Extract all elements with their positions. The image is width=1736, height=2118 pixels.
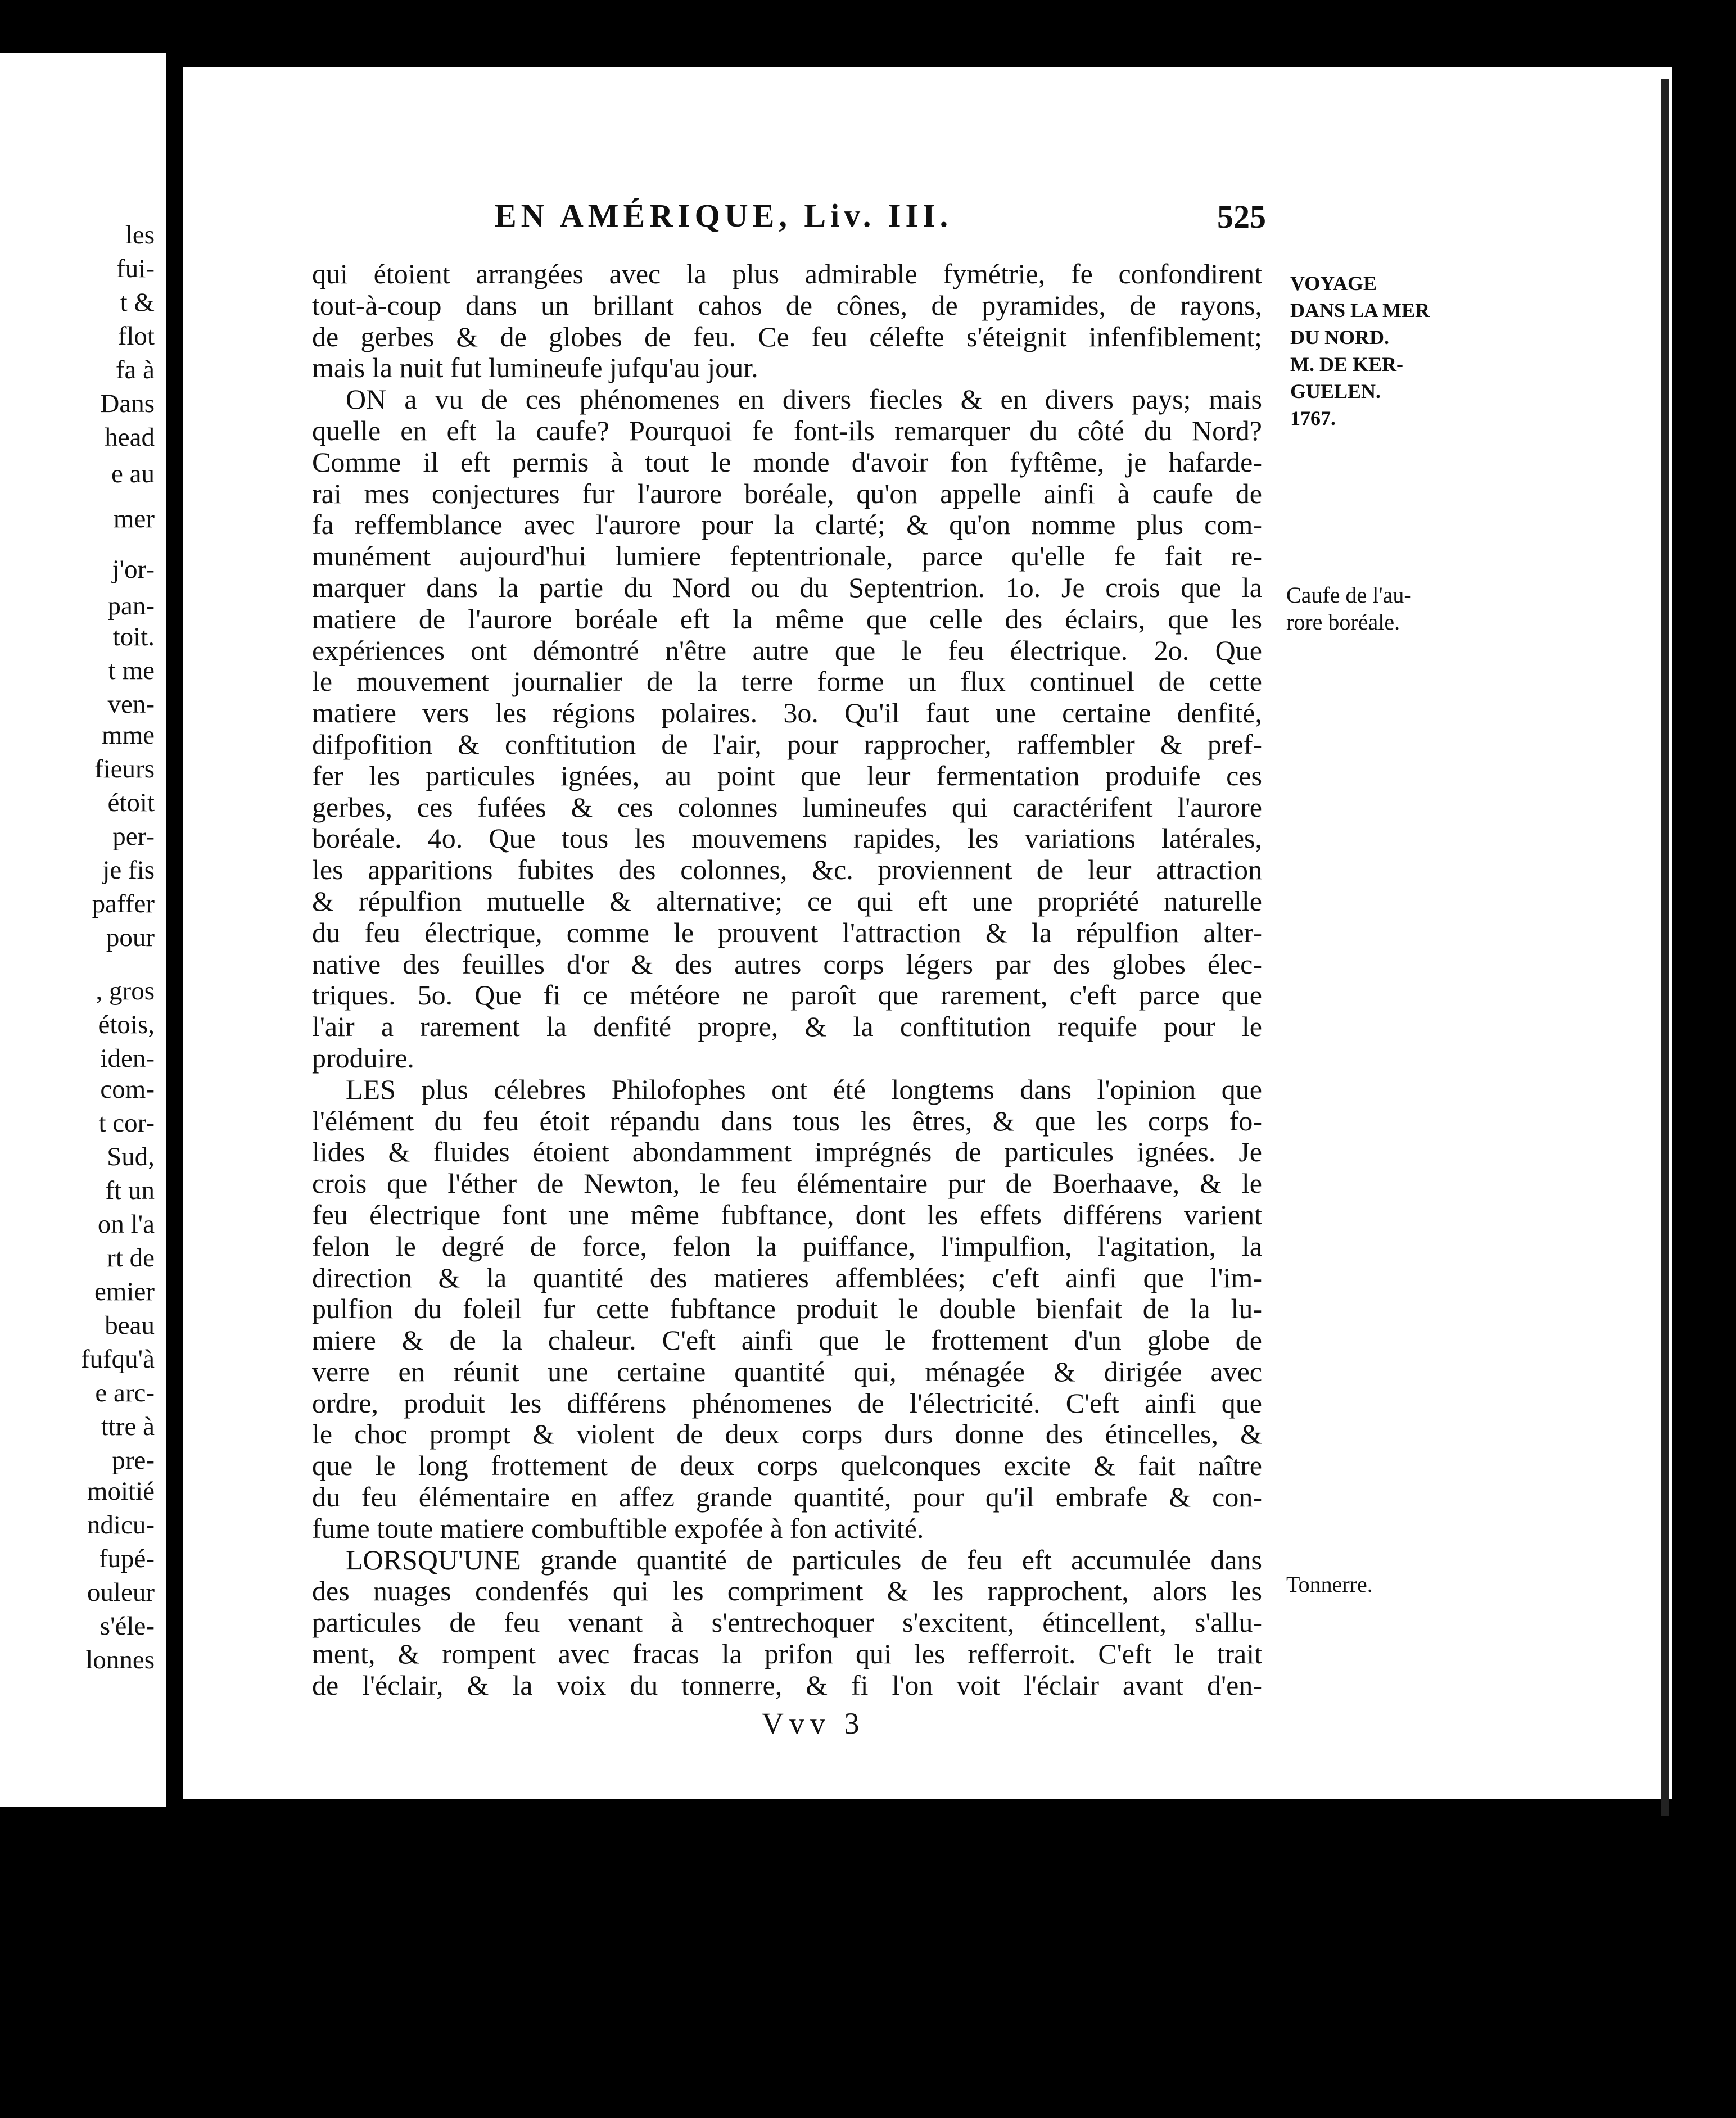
left-page-fragment: Sud, [107, 1142, 155, 1171]
text-line: rai mes conjectures fur l'aurore boréale, qu'on appelle ainfi à caufe de [312, 477, 1262, 509]
page-number: 525 [1217, 198, 1266, 235]
text-line: pulfion du foleil fur cette fubftance produit le double bienfait de la lu- [312, 1293, 1262, 1325]
margin-note-cause [1286, 582, 1412, 636]
left-page-fragment: mme [102, 721, 155, 750]
text-line: fa reffemblance avec l'aurore pour la clarté; & qu'on nomme plus com- [312, 509, 1262, 541]
left-page-fragment: on l'a [97, 1210, 155, 1239]
left-page-fragment: ndicu- [87, 1510, 155, 1540]
left-page-fragment: fui- [116, 254, 155, 283]
text-line: que le long frottement de deux corps quelconques excite & fait naître [312, 1450, 1262, 1482]
text-line: l'air a rarement la denfité propre, & la conftitution requife pour le [312, 1011, 1262, 1043]
text-line: Comme il eft permis à tout le monde d'avoir fon fyftême, je hafarde- [312, 446, 1262, 478]
signature-mark: Vvv 3 [762, 1707, 865, 1740]
left-page-fragment: t me [108, 656, 155, 685]
text-line: fer les particules ignées, au point que leur fermentation produife ces [312, 759, 1262, 791]
left-page-fragment: per- [112, 822, 155, 851]
left-page-fragment: Dans [100, 389, 155, 418]
margin-note-line: DANS LA MER [1290, 299, 1430, 322]
left-page-fragment: e au [111, 459, 155, 488]
text-line: de l'éclair, & la voix du tonnerre, & fi l'on voit l'éclair avant d'en- [312, 1669, 1262, 1701]
left-page-fragment: étoit [107, 788, 155, 817]
text-line: ment, & rompent avec fracas la prifon qui les refferroit. C'eft le trait [312, 1638, 1262, 1670]
left-page-fragment: fieurs [94, 754, 155, 784]
left-page-fragment: ouleur [87, 1578, 155, 1607]
left-page-fragment: com- [100, 1075, 155, 1104]
left-page-fragment: ven- [107, 690, 155, 719]
text-line: felon le degré de force, felon la puiffance, l'impulfion, l'agitation, la [312, 1230, 1262, 1262]
left-page-fragment: lonnes [85, 1645, 155, 1675]
left-page-fragment: pour [106, 923, 155, 952]
text-line: lides & fluides étoient abondamment imprégnés de particules ignées. Je [312, 1136, 1262, 1168]
margin-note-tonnerre: Tonnerre. [1286, 1572, 1373, 1597]
text-line: matiere de l'aurore boréale eft la même que celle des éclairs, que les [312, 603, 1262, 635]
margin-note-line: rore boréale. [1286, 609, 1400, 635]
left-facing-page [0, 53, 166, 1807]
text-line: munément aujourd'hui lumiere feptentrionale, parce qu'elle fe fait re- [312, 540, 1262, 572]
text-line: native des feuilles d'or & des autres corps légers par des globes élec- [312, 948, 1262, 980]
left-page-fragment: t & [120, 288, 155, 317]
left-page-fragment: fufqu'à [80, 1345, 155, 1374]
text-line: l'élément du feu étoit répandu dans tous les êtres, & que les corps fo- [312, 1105, 1262, 1137]
margin-note-voyage [1290, 270, 1430, 432]
left-page-fragment: ttre à [101, 1412, 155, 1441]
text-line: direction & la quantité des matieres affemblées; c'eft ainfi que l'im- [312, 1261, 1262, 1293]
body-text [312, 259, 1262, 1701]
text-line: particules de feu venant à s'entrechoquer s'excitent, étincellent, s'allu- [312, 1606, 1262, 1639]
text-line: du feu élémentaire en affez grande quantité, pour qu'il embrafe & con- [312, 1481, 1262, 1513]
text-line: le mouvement journalier de la terre forme un flux continuel de cette [312, 666, 1262, 698]
text-line: LES plus célebres Philofophes ont été longtems dans l'opinion que [346, 1073, 1262, 1105]
text-line: & répulfion mutuelle & alternative; ce qui eft une propriété naturelle [312, 885, 1262, 917]
text-line: LORSQU'UNE grande quantité de particules de feu eft accumulée dans [346, 1544, 1262, 1576]
text-line: des nuages condenfés qui les compriment & les rapprochent, alors les [312, 1575, 1262, 1607]
text-line: matiere vers les régions polaires. 3o. Qu'il faut une certaine denfité, [312, 697, 1262, 729]
left-page-fragment: beau [105, 1311, 155, 1340]
text-line: marquer dans la partie du Nord ou du Septentrion. 1o. Je crois que la [312, 571, 1262, 603]
left-page-fragment: pre- [112, 1446, 155, 1475]
text-line: fume toute matiere combuftible expofée à fon activité. [312, 1512, 924, 1544]
left-page-fragment: pan- [107, 591, 155, 621]
left-page-fragment: étois, [98, 1010, 155, 1039]
left-page-fragment: t cor- [98, 1108, 155, 1138]
margin-note-line: M. DE KER- [1290, 353, 1403, 375]
text-line: feu électrique font une même fubftance, dont les effets différens varient [312, 1198, 1262, 1230]
left-page-fragment: head [105, 423, 155, 452]
text-line: boréale. 4o. Que tous les mouvemens rapides, les variations latérales, [312, 822, 1262, 854]
left-page-fragment: ft un [105, 1176, 155, 1205]
text-line: de gerbes & de globes de feu. Ce feu célefte s'éteignit infenfiblement; [312, 320, 1262, 352]
text-line: expériences ont démontré n'être autre que le feu électrique. 2o. Que [312, 634, 1262, 666]
text-line: quelle en eft la caufe? Pourquoi fe font-ils remarquer du côté du Nord? [312, 414, 1262, 446]
text-line: tout-à-coup dans un brillant cahos de cônes, de pyramides, de rayons, [312, 289, 1262, 321]
text-line: miere & de la chaleur. C'eft ainfi que le frottement d'un globe de [312, 1324, 1262, 1356]
left-page-fragment: paffer [92, 889, 155, 918]
left-page-fragment: flot [117, 322, 155, 351]
page-edge-shadow [1661, 79, 1669, 1816]
left-page-fragment: iden- [100, 1044, 155, 1073]
text-line: du feu électrique, comme le prouvent l'attraction & la répulfion alter- [312, 916, 1262, 948]
margin-note-line: VOYAGE [1290, 272, 1377, 295]
margin-note-line: GUELEN. [1290, 380, 1381, 402]
text-line: triques. 5o. Que fi ce météore ne paroît que rarement, c'eft parce que [312, 979, 1262, 1011]
left-page-fragment: mer [113, 504, 155, 533]
text-line: ordre, produit les différens phénomenes de l'électricité. C'eft ainfi que [312, 1387, 1262, 1419]
text-line: produire. [312, 1042, 414, 1074]
left-page-fragment: fupé- [98, 1544, 155, 1573]
text-line: verre en réunit une certaine quantité qui, ménagée & dirigée avec [312, 1355, 1262, 1387]
left-page-fragment: e arc- [95, 1378, 155, 1408]
left-page-fragment: emier [94, 1277, 155, 1306]
margin-note-line: DU NORD. [1290, 326, 1389, 349]
text-line: crois que l'éther de Newton, le feu élémentaire pur de Boerhaave, & le [312, 1167, 1262, 1200]
text-line: le choc prompt & violent de deux corps durs donne des étincelles, & [312, 1418, 1262, 1450]
left-page-fragment: toit. [112, 622, 155, 651]
text-line: gerbes, ces fufées & ces colonnes lumineufes qui caractérifent l'aurore [312, 791, 1262, 823]
left-page-fragment: rt de [107, 1243, 155, 1273]
left-page-fragment: les [125, 220, 155, 250]
text-line: qui étoient arrangées avec la plus admirable fymétrie, fe confondirent [312, 258, 1262, 289]
text-line: ON a vu de ces phénomenes en divers fiecles & en divers pays; mais [346, 383, 1262, 415]
margin-note-line: Caufe de l'au- [1286, 582, 1412, 608]
left-page-fragment: je fis [102, 856, 155, 885]
left-page-fragment: , gros [96, 976, 155, 1006]
running-header: EN AMÉRIQUE, Liv. III. [495, 197, 953, 234]
text-line: difpofition & conftitution de l'air, pour rapprocher, raffembler & pref- [312, 728, 1262, 760]
left-page-fragment: moitié [87, 1477, 155, 1506]
text-line: les apparitions fubites des colonnes, &c. proviennent de leur attraction [312, 854, 1262, 886]
margin-note-line: 1767. [1290, 407, 1336, 429]
text-line: mais la nuit fut lumineufe jufqu'au jour. [312, 352, 758, 384]
left-page-fragment: s'éle- [100, 1612, 155, 1641]
left-page-fragment: fa à [115, 355, 155, 384]
left-page-fragment: j'or- [112, 555, 155, 584]
